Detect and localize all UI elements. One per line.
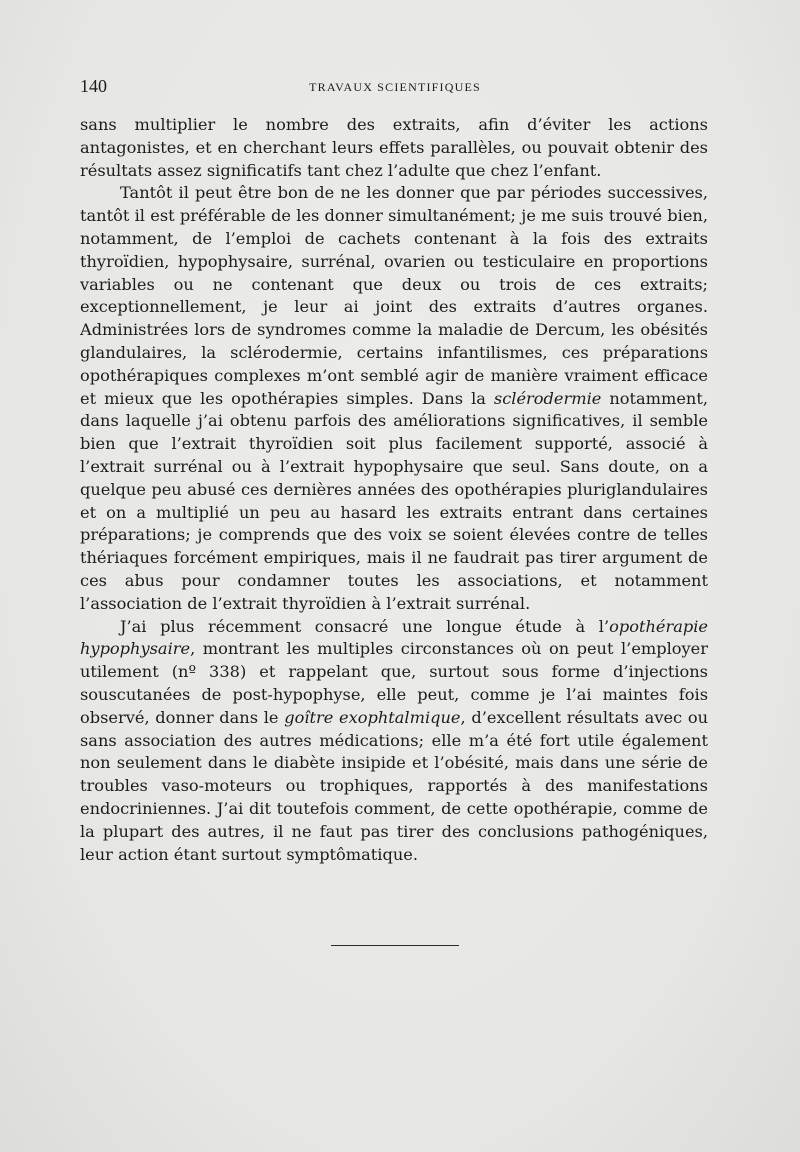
paragraph-2 (80, 182, 708, 615)
page-header (80, 76, 710, 100)
paragraph-3-italic-2: goître exophtalmique (284, 707, 461, 727)
paragraph-3-text-1: J’ai plus récemment consacré une longue étude à l’ (120, 616, 610, 636)
paragraph-2-italic-1: sclérodermie (493, 388, 602, 408)
paragraph-1-text: sans multiplier le nombre des extraits, afin d’éviter les actions antagonistes, et en cherchant leurs effets parallèles, ou pouvait obtenir des résultats assez significatifs tant chez l’adulte que chez l’enfant. (80, 115, 708, 180)
section-divider (331, 945, 459, 946)
paragraph-1 (80, 114, 708, 182)
paragraph-3-text-2: , montrant les multiples circonstances où on peut l’employer utilement (nº 338) et rappelant que, surtout sous forme d’injections souscutanées de post-hypophyse, elle peut, comme je l’ai maintes fois observé, donner dans le (80, 639, 708, 727)
paragraph-3-text-3: , d’excellent résultats avec ou sans association des autres médications; elle m’a été fort utile également non seulement dans le diabète insipide et l’obésité, mais dans une série de troubles vaso-moteurs ou trophiques, rapportés à des manifestations endocriniennes. J’ai dit toutefois comment, de cette opothérapie, comme de la plupart des autres, il ne faut pas tirer des conclusions pathogéniques, leur action étant surtout symptômatique. (80, 707, 708, 864)
paragraph-2-text-1: Tantôt il peut être bon de ne les donner que par périodes successives, tantôt il est préférable de les donner simultanément; je me suis trouvé bien, notamment, de l’emploi de cachets contenant à la fois des extraits thyroïdien, hypophysaire, surrénal, ovarien ou testiculaire en proportions variables ou ne contenant que deux ou trois de ces extraits; exceptionnellement, je leur ai joint des extraits d’autres organes. Administrées lors de syndromes comme la maladie de Dercum, les obésités glandulaires, la sclérodermie, certains infantilismes, ces préparations opothérapiques complexes m’ont semblé agir de manière vraiment efficace et mieux que les opothérapies simples. Dans la (80, 183, 708, 408)
body-text (80, 114, 708, 866)
running-title: TRAVAUX SCIENTIFIQUES (309, 80, 481, 94)
paragraph-3-italic-1: opothérapie hypophysaire (80, 616, 708, 659)
page-number: 140 (80, 76, 107, 96)
paragraph-3 (80, 616, 708, 867)
paragraph-2-text-2: notamment, dans laquelle j’ai obtenu parfois des améliorations significatives, il semble bien que l’extrait thyroïdien soit plus facilement supporté, associé à l’extrait surrénal ou à l’extrait hypophysaire que seul. Sans doute, on a quelque peu abusé ces dernières années des opothérapies pluriglandulaires et on a multiplié un peu au hasard les extraits entrant dans certaines préparations; je comprends que des voix se soient élevées contre de telles thériaques forcément empiriques, mais il ne faudrait pas tirer argument de ces abus pour condamner toutes les associations, et notamment l’association de l’extrait thyroïdien à l’extrait surrénal. (80, 388, 709, 613)
